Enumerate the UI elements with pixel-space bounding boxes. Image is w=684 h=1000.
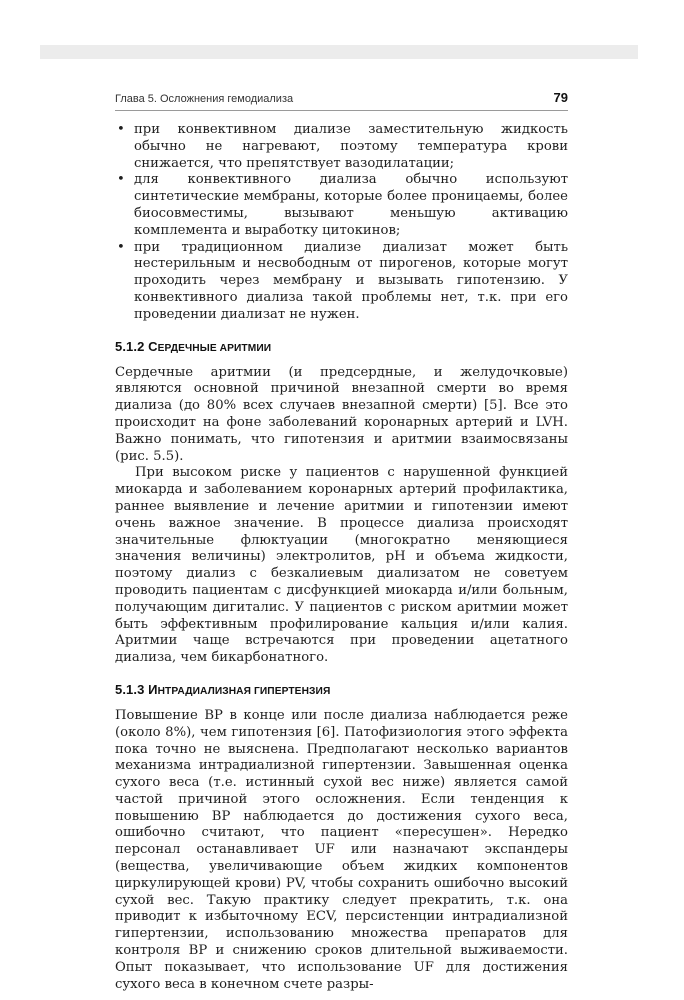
list-item [115,172,568,239]
list-item-text: при традиционном диализе диализат может быть нестерильным и несвободным от пирогенов, которые могут проходить через мембрану и вызывать гипотензию. У конвективного диализа такой проблемы нет, т.к. при его проведении диализат не нужен. [134,239,568,322]
bullet-icon: • [117,239,125,255]
book-page [115,90,568,993]
list-item [115,240,568,324]
section-title-rest: ЕРДЕЧНЫЕ АРИТМИИ [157,342,272,354]
list-item [115,122,568,172]
running-header [115,90,568,111]
paragraph: При высоком риске у пациентов с нарушенной функцией миокарда и заболеванием коронарных артерий профилактика, раннее выявление и лечение аритмии и гипотензии имеют очень важное значение. В процессе диализа происходят значительные флюктуации (многократно меняющиеся значения величины) электролитов, pH и объема жидкости, поэтому диализ с безкалиевым диализатом не советуем проводить пациентам с дисфункцией миокарда и/или больным, получающим дигиталис. У пациентов с риском аритмии может быть эффективным профилирование кальция и/или калия. Аритмии чаще встречаются при проведении ацетатного диализа, чем бикарбонатного. [115,465,568,666]
section-title-rest: НТРАДИАЛИЗНАЯ ГИПЕРТЕНЗИЯ [157,685,331,697]
bullet-list [115,122,568,324]
section-title-initial: С [148,338,158,354]
bullet-icon: • [117,172,125,188]
section-heading-5-1-2 [115,339,568,354]
section-heading-5-1-3 [115,682,568,697]
chapter-title: Глава 5. Осложнения гемодиализа [115,93,294,105]
top-scan-band [40,45,638,59]
paragraph: Сердечные аритмии (и предсердные, и желудочковые) являются основной причиной внезапной смерти во время диализа (до 80% всех случаев внезапной смерти) [5]. Все это происходит на фоне заболеваний коронарных артерий и LVH. Важно понимать, что гипотензия и аритмии взаимосвязаны (рис. 5.5). [115,364,568,464]
page-number: 79 [553,90,568,105]
section-number: 5.1.2 [115,338,145,354]
list-item-text: при конвективном диализе заместительную жидкость обычно не нагревают, поэтому температура крови снижается, что препятствует вазодилатации; [134,122,568,171]
bullet-icon: • [117,122,125,137]
section-title-initial: И [148,681,158,697]
list-item-text: для конвективного диализа обычно используют синтетические мембраны, которые более проницаемы, более биосовместимы, вызывают меньшую активацию комплемента и выработку цитокинов; [134,172,568,238]
section-number: 5.1.3 [115,681,145,697]
paragraph: Повышение BP в конце или после диализа наблюдается реже (около 8%), чем гипотензия [6]. Патофизиология этого эффекта пока точно не выяснена. Предполагают несколько вариантов механизма интрадиализной гипертензии. Завышенная оценка сухого веса (т.е. истинный сухой вес ниже) является самой частой причиной этого осложнения. Если тенденция к повышению BP наблюдается до достижения сухого веса, ошибочно считают, что пациент «пересушен». Нередко персонал останавливает UF или назначают экспандеры (вещества, увеличивающие объем жидких компонентов циркулирующей крови) PV, чтобы сохранить ошибочно высокий сухой вес. Такую практику следует прекратить, т.к. она приводит к избыточному ECV, персистенции интрадиализной гипертензии, использованию множества препаратов для контроля BP и снижению сроков длительной выживаемости. Опыт показывает, что использование UF для достижения сухого веса в конечном счете разры- [115,707,568,992]
